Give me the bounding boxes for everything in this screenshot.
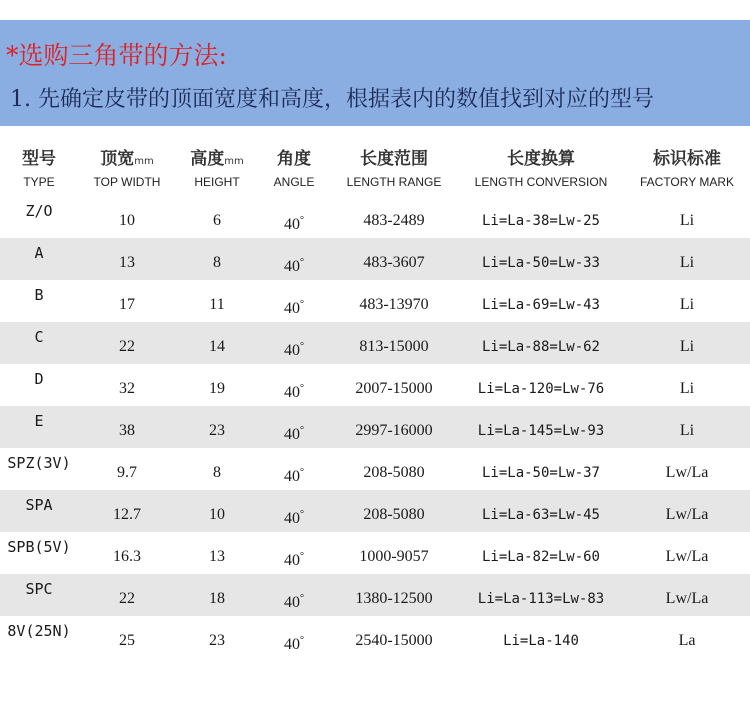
- cell-angle: 40°: [284, 593, 304, 611]
- cell-type: SPA: [25, 496, 53, 514]
- cell-length-range: 813-15000: [359, 338, 429, 355]
- belt-spec-table: [0, 128, 750, 658]
- cell-angle: 40°: [284, 467, 304, 485]
- banner-title: *选购三角带的方法:: [6, 41, 227, 70]
- cell-top-width: 38: [119, 422, 135, 439]
- cell-length-range: 483-3607: [363, 254, 425, 271]
- cell-length-range: 1380-12500: [355, 590, 433, 607]
- banner-description: 1. 先确定皮带的顶面宽度和高度，根据表内的数值找到对应的型号: [10, 87, 654, 112]
- header-top-width: 顶宽mm TOP WIDTH: [93, 149, 161, 189]
- cell-angle: 40°: [284, 299, 304, 317]
- header-length-range: 长度范围 LENGTH RANGE: [346, 149, 442, 189]
- cell-top-width: 9.7: [117, 464, 137, 481]
- cell-height: 14: [209, 338, 225, 355]
- cell-type: E: [34, 412, 44, 430]
- cell-type: A: [34, 244, 44, 262]
- cell-type: C: [34, 328, 44, 346]
- cell-factory-mark: Li: [679, 338, 695, 355]
- table-row: [0, 322, 750, 364]
- cell-height: 11: [209, 296, 225, 313]
- cell-length-conversion: Li=La-69=Lw-43: [481, 297, 600, 313]
- cell-height: 10: [209, 506, 225, 523]
- cell-factory-mark: Li: [679, 422, 695, 439]
- header-type: 型号 TYPE: [22, 149, 56, 189]
- cell-type: D: [34, 370, 44, 388]
- cell-angle: 40°: [284, 383, 304, 401]
- cell-length-range: 483-13970: [359, 296, 429, 313]
- cell-height: 23: [209, 422, 225, 439]
- header-height: 高度mm HEIGHT: [190, 149, 244, 189]
- table-header: [0, 128, 750, 196]
- cell-angle: 40°: [284, 635, 304, 653]
- table-body: [0, 196, 750, 658]
- cell-top-width: 10: [119, 212, 135, 229]
- cell-length-range: 2997-16000: [355, 422, 433, 439]
- cell-factory-mark: Lw/La: [665, 464, 709, 481]
- cell-angle: 40°: [284, 509, 304, 527]
- table-row: [0, 448, 750, 490]
- cell-top-width: 17: [119, 296, 135, 313]
- cell-factory-mark: La: [678, 632, 696, 649]
- cell-angle: 40°: [284, 425, 304, 443]
- cell-type: B: [34, 286, 44, 304]
- cell-length-range: 208-5080: [363, 464, 425, 481]
- cell-length-conversion: Li=La-50=Lw-33: [481, 255, 600, 271]
- cell-length-conversion: Li=La-120=Lw-76: [477, 381, 605, 397]
- cell-height: 19: [209, 380, 225, 397]
- table-row: [0, 406, 750, 448]
- header-length-conversion: 长度换算 LENGTH CONVERSION: [474, 149, 608, 189]
- cell-length-conversion: Li=La-38=Lw-25: [481, 213, 600, 229]
- header-factory-mark: 标识标准 FACTORY MARK: [639, 149, 735, 189]
- header-angle: 角度 ANGLE: [273, 149, 315, 189]
- cell-factory-mark: Lw/La: [665, 506, 709, 523]
- cell-height: 8: [213, 254, 221, 271]
- cell-length-conversion: Li=La-63=Lw-45: [481, 507, 600, 523]
- cell-height: 13: [209, 548, 225, 565]
- cell-factory-mark: Li: [679, 212, 695, 229]
- cell-length-conversion: Li=La-140: [503, 633, 579, 649]
- table-row: [0, 196, 750, 238]
- cell-length-range: 483-2489: [363, 212, 425, 229]
- cell-length-range: 1000-9057: [359, 548, 429, 565]
- table-row: [0, 238, 750, 280]
- cell-type: SPB(5V): [7, 538, 71, 556]
- cell-factory-mark: Li: [679, 380, 695, 397]
- cell-top-width: 16.3: [113, 548, 141, 565]
- cell-height: 6: [213, 212, 221, 229]
- cell-top-width: 12.7: [113, 506, 141, 523]
- cell-height: 8: [213, 464, 221, 481]
- table-row: [0, 532, 750, 574]
- cell-factory-mark: Lw/La: [665, 590, 709, 607]
- cell-height: 23: [209, 632, 225, 649]
- cell-factory-mark: Lw/La: [665, 548, 709, 565]
- cell-angle: 40°: [284, 215, 304, 233]
- cell-top-width: 22: [119, 590, 135, 607]
- cell-length-conversion: Li=La-145=Lw-93: [477, 423, 605, 439]
- table-row: [0, 490, 750, 532]
- cell-top-width: 22: [119, 338, 135, 355]
- cell-length-conversion: Li=La-88=Lw-62: [481, 339, 600, 355]
- cell-top-width: 25: [119, 632, 135, 649]
- cell-top-width: 13: [119, 254, 135, 271]
- cell-length-range: 2540-15000: [355, 632, 433, 649]
- cell-angle: 40°: [284, 257, 304, 275]
- cell-factory-mark: Li: [679, 296, 695, 313]
- cell-type: SPZ(3V): [7, 454, 71, 472]
- cell-height: 18: [209, 590, 225, 607]
- cell-length-conversion: Li=La-50=Lw-37: [481, 465, 600, 481]
- cell-length-range: 208-5080: [363, 506, 425, 523]
- cell-top-width: 32: [119, 380, 135, 397]
- table-row: [0, 364, 750, 406]
- cell-factory-mark: Li: [679, 254, 695, 271]
- cell-length-conversion: Li=La-82=Lw-60: [481, 549, 600, 565]
- cell-length-range: 2007-15000: [355, 380, 433, 397]
- cell-length-conversion: Li=La-113=Lw-83: [477, 591, 605, 607]
- cell-angle: 40°: [284, 341, 304, 359]
- cell-type: 8V(25N): [7, 622, 71, 640]
- table-row: [0, 574, 750, 616]
- cell-type: Z/O: [25, 202, 53, 220]
- table-row: [0, 280, 750, 322]
- table-row: [0, 616, 750, 658]
- header-banner: [0, 20, 750, 126]
- cell-type: SPC: [25, 580, 53, 598]
- cell-angle: 40°: [284, 551, 304, 569]
